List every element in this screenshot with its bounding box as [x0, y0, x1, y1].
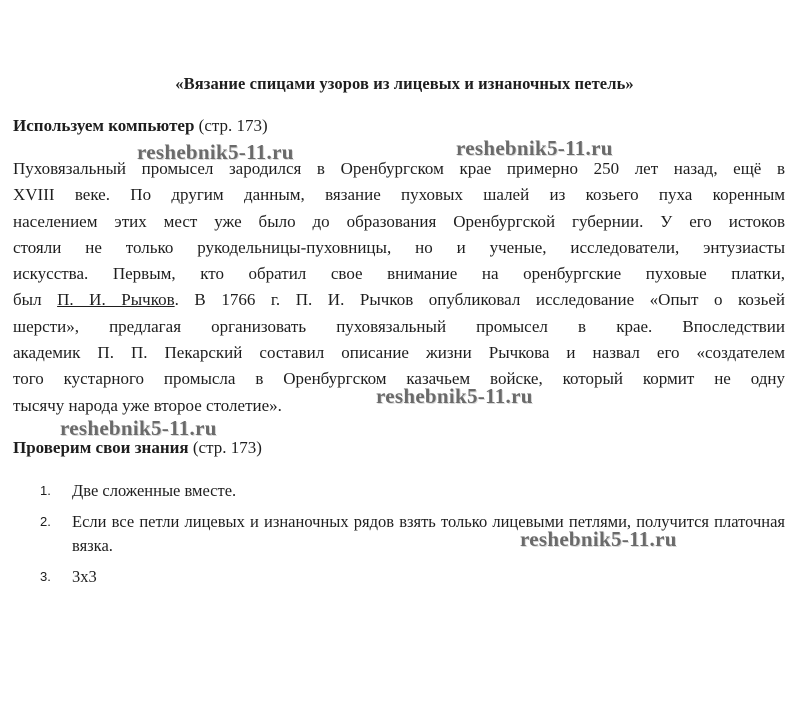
section-heading-computer: [13, 116, 268, 136]
paragraph-line: стояли не только рукодельницы-пуховницы, но и ученые, исследователи, энтузиасты: [13, 237, 785, 257]
paragraph-line: Пуховязальный промысел зародился в Оренбургском крае примерно 250 лет назад, ещё в: [13, 159, 785, 178]
paragraph-text: был: [13, 290, 58, 310]
rychkov-link[interactable]: П. И. Рычков: [57, 290, 175, 310]
list-item-text: 3х3: [72, 566, 97, 586]
watermark: reshebnik5-11.ru: [456, 136, 613, 160]
paragraph-line: [13, 287, 785, 313]
paragraph-text: . В 1766 г. П. И. Рычков опубликовал исследование «Опыт о козьей: [174, 290, 785, 310]
list-item-number: 1.: [40, 483, 51, 498]
list-item: [40, 479, 785, 504]
paragraph-line: населением этих мест уже было до образования Оренбургской губернии. У его истоков: [13, 211, 785, 231]
watermark: reshebnik5-11.ru: [376, 384, 533, 408]
watermark: reshebnik5-11.ru: [137, 140, 294, 164]
section-heading-bold: Используем компьютер: [13, 116, 195, 135]
list-item: [40, 565, 785, 590]
watermark: reshebnik5-11.ru: [520, 527, 677, 551]
list-item-number: 3.: [40, 568, 51, 584]
section-heading-bold: Проверим свои знания: [13, 438, 189, 457]
list-item-number: 2.: [40, 513, 51, 529]
watermark: reshebnik5-11.ru: [60, 416, 217, 440]
paragraph-line: искусства. Первым, кто обратил свое внимание на оренбургские пуховые платки,: [13, 264, 785, 284]
paragraph-line: тысячу народа уже второе столетие».: [13, 395, 282, 415]
document-title: «Вязание спицами узоров из лицевых и изнаночных петель»: [175, 74, 634, 93]
section-heading-page-ref: (стр. 173): [188, 438, 262, 457]
list-item-text: Две сложенные вместе.: [72, 481, 237, 500]
section-heading-knowledge: [13, 438, 262, 458]
paragraph-line: академик П. П. Пекарский составил описание жизни Рычкова и назвал его «создателем: [13, 343, 785, 363]
paragraph-line: того кустарного промысла в Оренбургском казачьем войске, который кормит не одну: [13, 369, 785, 389]
section-heading-page-ref: (стр. 173): [194, 116, 268, 135]
history-paragraph: [13, 156, 785, 419]
paragraph-line: шерсти», предлагая организовать пуховязальный промысел в крае. Впоследствии: [13, 316, 785, 336]
paragraph-line: XVIII веке. По другим данным, вязание пуховых шалей из козьего пуха коренным: [13, 185, 785, 205]
list-item-text: Если все петли лицевых и изнаночных рядов взять только лицевыми петлями, получится платочная вязка.: [72, 511, 785, 555]
